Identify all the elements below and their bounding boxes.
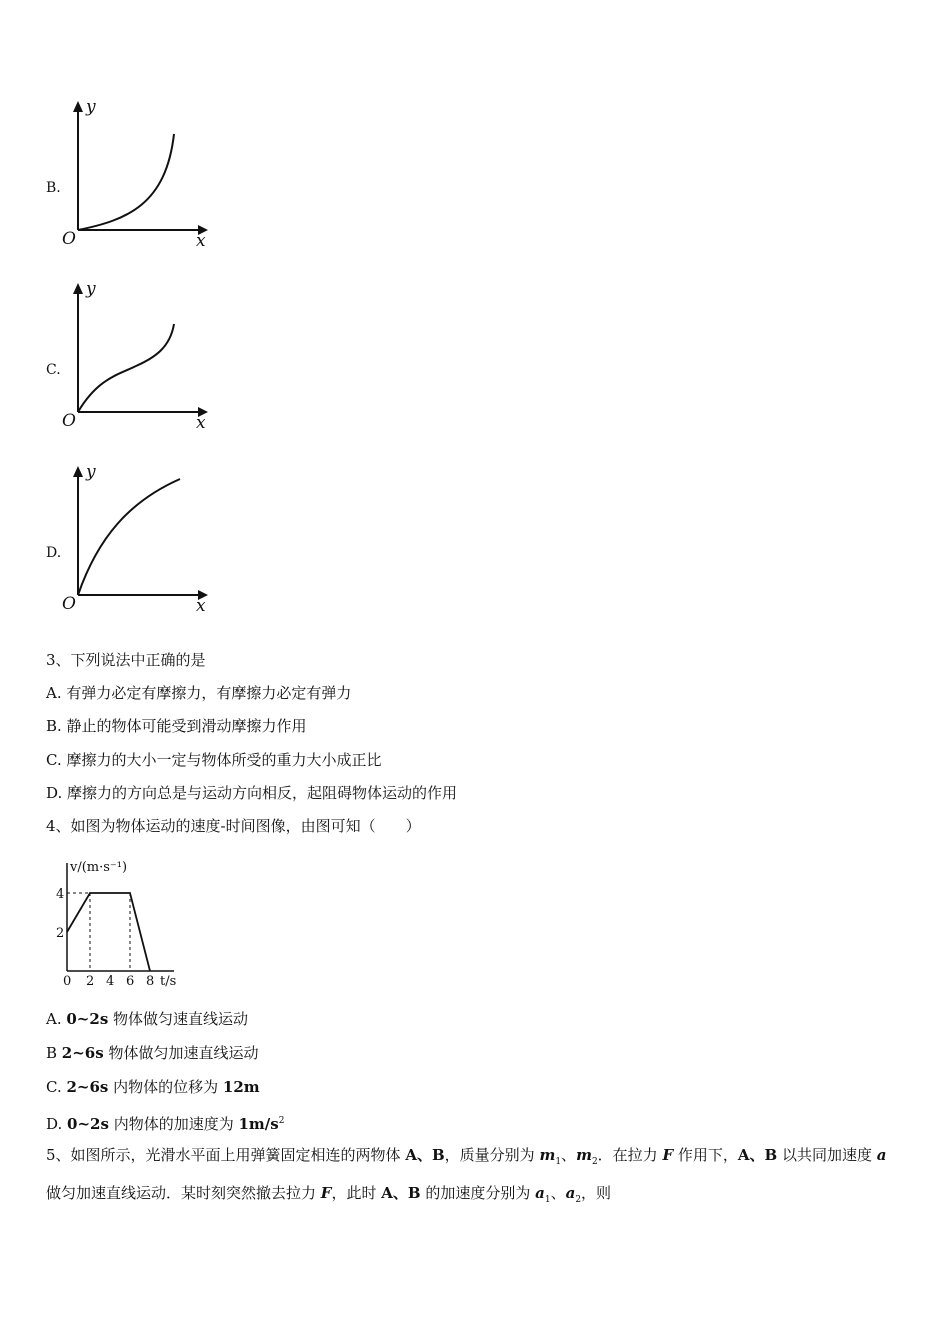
vt-chart [52, 855, 192, 990]
x-axis-label: x [196, 231, 206, 251]
q3-option-c: C. 摩擦力的大小一定与物体所受的重力大小成正比 [46, 751, 382, 769]
curve-d [78, 479, 180, 595]
vt-xtick-8: 8 [146, 974, 155, 989]
option-label-b: B. [46, 180, 61, 196]
y-arrow-icon [73, 283, 83, 294]
q3-option-a: A. 有弹力必定有摩擦力，有摩擦力必定有弹力 [46, 684, 352, 702]
graph-d [58, 461, 218, 616]
q5-line-1: 5、如图所示，光滑水平面上用弹簧固定相连的两物体 A、B，质量分别为 $m_1$、$m_2$．在拉力 F 作用下，A、B 以共同加速度 a [46, 1146, 887, 1167]
q3-option-d: D. 摩擦力的方向总是与运动方向相反，起阻碍物体运动的作用 [46, 784, 458, 802]
curve-c [78, 324, 174, 412]
y-arrow-icon [73, 101, 83, 112]
y-axis-label: y [86, 279, 96, 299]
curve-b [78, 134, 174, 230]
graph-b [58, 96, 218, 251]
vt-ytick-4: 4 [56, 887, 65, 902]
option-label-d: D. [46, 545, 62, 561]
option-label-c: C. [46, 362, 61, 378]
vt-xtick-0: 0 [63, 974, 72, 989]
vt-y-label: v/(m·s⁻¹) [70, 860, 128, 875]
vt-xtick-6: 6 [126, 974, 135, 989]
origin-label: O [62, 229, 76, 249]
vt-xtick-4: 4 [106, 974, 115, 989]
x-axis-label: x [196, 596, 206, 616]
q4-option-b: B 2~6s 物体做匀加速直线运动 [46, 1044, 259, 1062]
q5-line-2: 做匀加速直线运动．某时刻突然撤去拉力 F，此时 A、B 的加速度分别为 $a_1$、$a_2$，则 [46, 1184, 612, 1205]
vt-xtick-2: 2 [86, 974, 95, 989]
graph-c [58, 278, 218, 433]
q4-option-a: A. 0~2s 物体做匀速直线运动 [46, 1010, 249, 1028]
origin-label: O [62, 594, 76, 614]
origin-label: O [62, 411, 76, 431]
q4-option-d: D. 0~2s 内物体的加速度为 $1m/s^2$ [46, 1115, 285, 1133]
q3-stem: 3、下列说法中正确的是 [46, 651, 206, 669]
vt-x-label: t/s [160, 974, 177, 989]
y-axis-label: y [86, 462, 96, 482]
q4-stem: 4、如图为物体运动的速度-时间图像，由图可知（ ） [46, 817, 421, 835]
vt-line [67, 893, 150, 971]
vt-ytick-2: 2 [56, 926, 65, 941]
q4-option-c: C. 2~6s 内物体的位移为 12m [46, 1078, 260, 1096]
y-axis-label: y [86, 97, 96, 117]
y-arrow-icon [73, 466, 83, 477]
q3-option-b: B. 静止的物体可能受到滑动摩擦力作用 [46, 717, 307, 735]
x-axis-label: x [196, 413, 206, 433]
